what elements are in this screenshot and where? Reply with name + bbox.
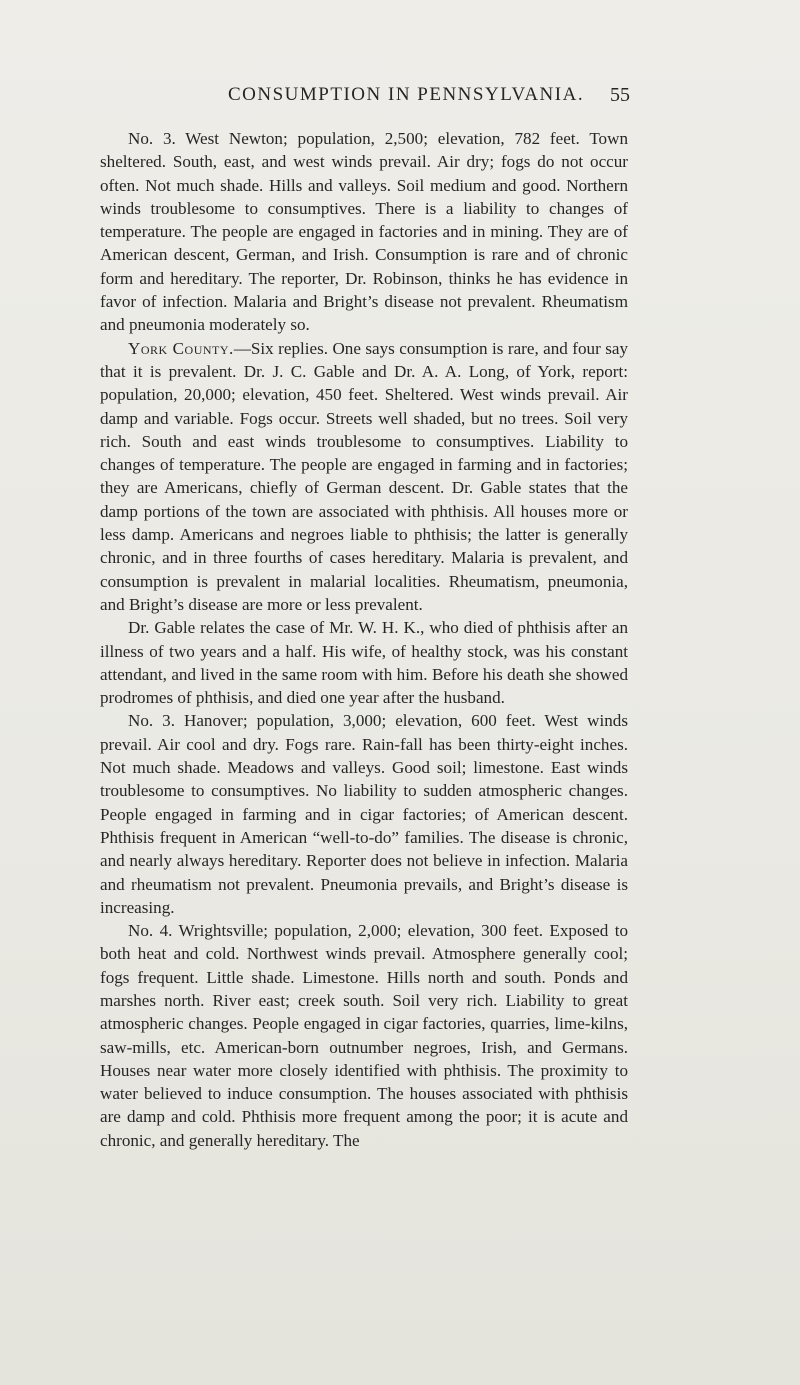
paragraph-wrightsville: No. 4. Wrightsville; population, 2,000; elevation, 300 feet. Exposed to both heat and cold. Northwest winds prevail. Atmosphere generally cool; fogs frequent. Little shade. Limestone. Hills north and south. Ponds and marshes north. River east; creek south. Soil very rich. Liability to great atmospheric changes. People engaged in cigar factories, quarries, lime-kilns, saw-mills, etc. American-born outnumber negroes, Irish, and Germans. Houses near water more closely identified with phthisis. The proximity to water believed to induce consumption. The houses associated with phthisis are damp and cold. Phthisis more frequent among the poor; it is acute and chronic, and generally hereditary. The (100, 921, 628, 1150)
running-head (100, 84, 630, 114)
paragraph-york-county (100, 337, 628, 617)
paragraph-york-county-text: —Six replies. One says consumption is rare, and four say that it is prevalent. Dr. J. C. Gable and Dr. A. A. Long, of York, report: population, 20,000; elevation, 450 feet. Sheltered. West winds prevail. Air damp and variable. Fogs occur. Streets well shaded, but no trees. Soil very rich. South and east winds troublesome to consumptives. Liability to changes of temperature. The people are engaged in farming and in factories; they are Americans, chiefly of German descent. Dr. Gable states that the damp portions of the town are associated with phthisis. All houses more or less damp. Americans and negroes liable to phthisis; the latter is generally chronic, and in three fourths of cases hereditary. Malaria is prevalent, and consumption is prevalent in malarial localities. Rheumatism, pneumonia, and Bright’s disease are more or less prevalent. (100, 338, 629, 614)
paragraph-hanover: No. 3. Hanover; population, 3,000; elevation, 600 feet. West winds prevail. Air cool and dry. Fogs rare. Rain-fall has been thirty-eight inches. Not much shade. Meadows and valleys. Good soil; limestone. East winds troublesome to consumptives. No liability to sudden atmospheric changes. People engaged in farming and in cigar factories; of American descent. Phthisis frequent in American “well-to-do” families. The disease is chronic, and nearly always hereditary. Reporter does not believe in infection. Malaria and rheumatism not prevalent. Pneumonia prevails, and Bright’s disease is increasing. (100, 711, 628, 917)
body-text (100, 127, 628, 1152)
paragraph-west-newton: No. 3. West Newton; population, 2,500; elevation, 782 feet. Town sheltered. South, east, and west winds prevail. Air dry; fogs do not occur often. Not much shade. Hills and valleys. Soil medium and good. Northern winds troublesome to consumptives. There is a liability to changes of temperature. The people are engaged in factories and in mining. They are of American descent, German, and Irish. Consumption is rare and of chronic form and hereditary. The reporter, Dr. Robinson, thinks he has evidence in favor of infection. Malaria and Bright’s disease not prevalent. Rheumatism and pneumonia moderately so. (100, 129, 628, 335)
page-number: 55 (610, 84, 630, 106)
paragraph-gable-case: Dr. Gable relates the case of Mr. W. H. K., who died of phthisis after an illness of two years and a half. His wife, of healthy stock, was his constant attendant, and lived in the same room with him. Before his death she showed prodromes of phthisis, and died one year after the husband. (100, 618, 628, 708)
section-lead-york-county: York County. (128, 338, 234, 358)
running-title: CONSUMPTION IN PENNSYLVANIA. (228, 84, 585, 105)
